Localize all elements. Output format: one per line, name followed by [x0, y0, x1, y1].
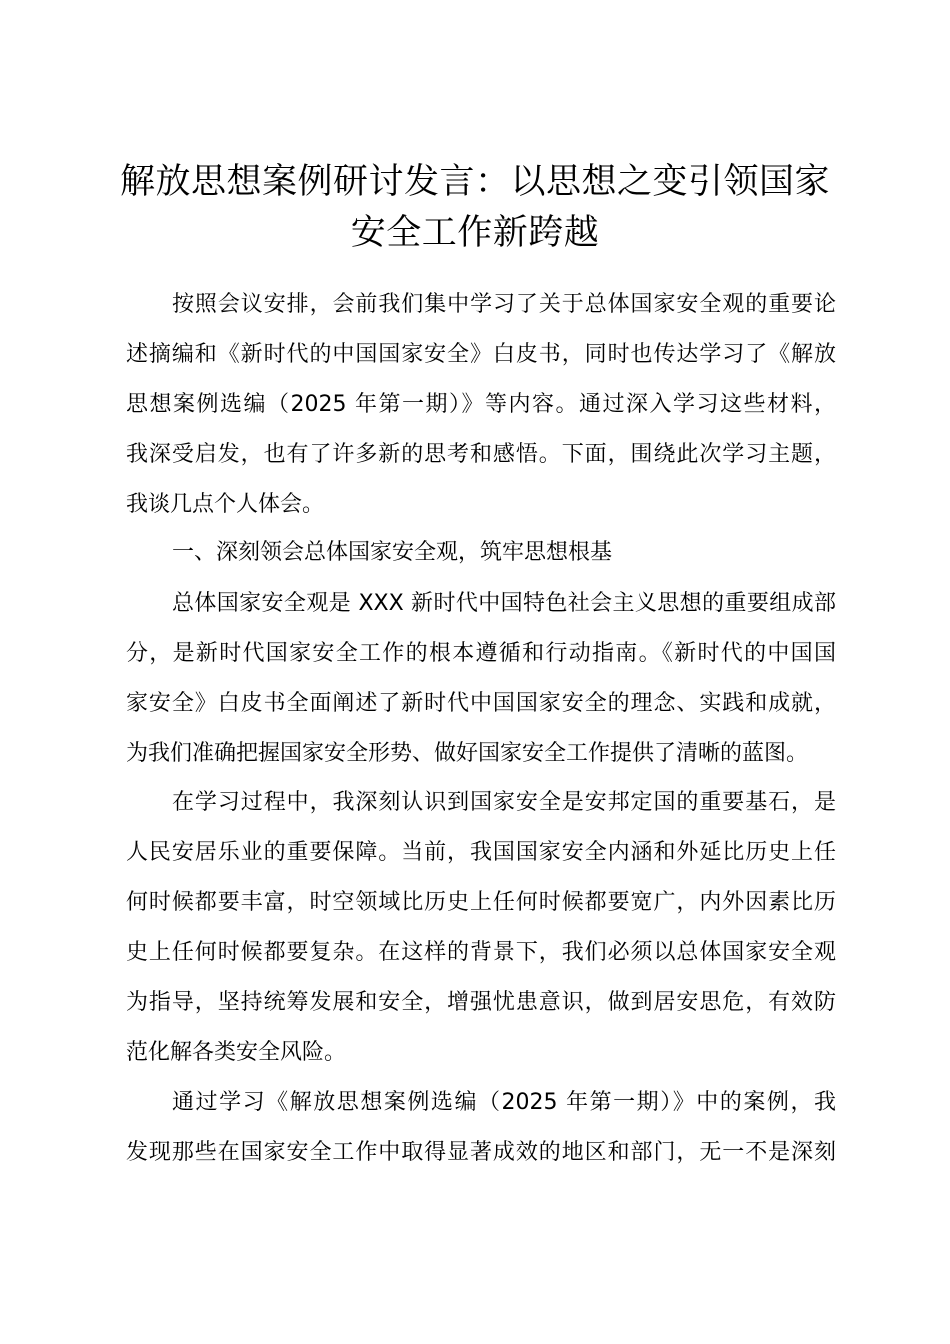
paragraph-line: 我谈几点个人体会。	[126, 492, 325, 517]
paragraph-line: 何时候都要丰富，时空领域比历史上任何时候都要宽广，内外因素比历	[126, 890, 836, 915]
paragraph-line: 按照会议安排，会前我们集中学习了关于总体国家安全观的重要论	[172, 292, 836, 317]
paragraph-line: 为我们准确把握国家安全形势、做好国家安全工作提供了清晰的蓝图。	[126, 741, 809, 766]
paragraph-line: 总体国家安全观是 XXX 新时代中国特色社会主义思想的重要组成部	[172, 591, 836, 616]
paragraph-line: 在学习过程中，我深刻认识到国家安全是安邦定国的重要基石，是	[172, 790, 836, 815]
paragraph-line: 史上任何时候都要复杂。在这样的背景下，我们必须以总体国家安全观	[126, 940, 836, 965]
section-heading-text: 一、深刻领会总体国家安全观，筑牢思想根基	[172, 540, 613, 565]
paragraph-line: 思想案例选编（2025 年第一期）》等内容。通过深入学习这些材料，	[126, 392, 836, 417]
document-title-line-2: 安全工作新跨越	[350, 213, 600, 253]
paragraph-line: 述摘编和《新时代的中国国家安全》白皮书，同时也传达学习了《解放	[126, 342, 836, 367]
paragraph-line: 通过学习《解放思想案例选编（2025 年第一期）》中的案例，我	[172, 1090, 836, 1115]
paragraph-line: 我深受启发，也有了许多新的思考和感悟。下面，围绕此次学习主题，	[126, 442, 836, 467]
document-title-line-1: 解放思想案例研讨发言：以思想之变引领国家	[119, 162, 830, 202]
paragraph-line: 分，是新时代国家安全工作的根本遵循和行动指南。《新时代的中国国	[126, 641, 836, 666]
paragraph-line: 发现那些在国家安全工作中取得显著成效的地区和部门，无一不是深刻	[126, 1140, 836, 1165]
paragraph-line: 为指导，坚持统筹发展和安全，增强忧患意识，做到居安思危，有效防	[126, 990, 836, 1015]
paragraph-line: 人民安居乐业的重要保障。当前，我国国家安全内涵和外延比历史上任	[126, 840, 836, 865]
paragraph-line: 范化解各类安全风险。	[126, 1040, 347, 1065]
paragraph-line: 家安全》白皮书全面阐述了新时代中国国家安全的理念、实践和成就，	[126, 691, 836, 716]
